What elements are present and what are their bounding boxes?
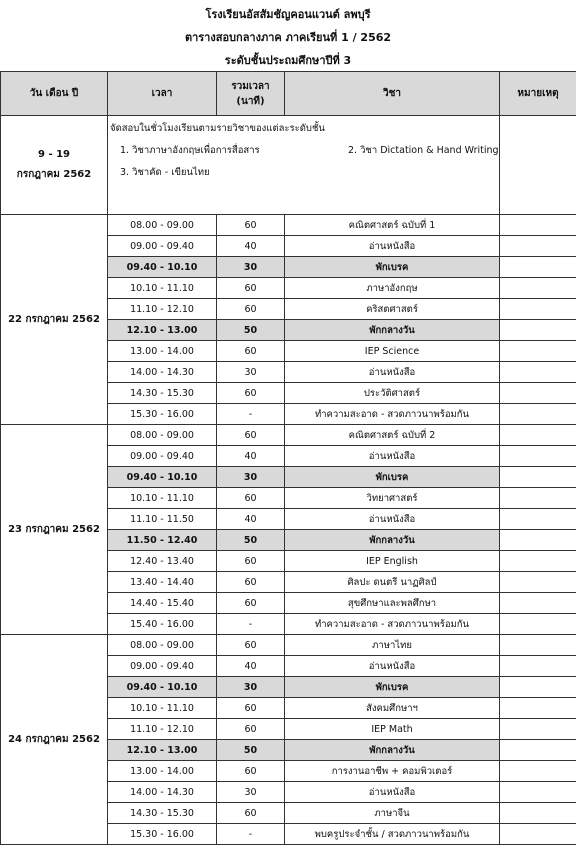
note-cell: [500, 446, 576, 467]
slot-subject: พักกลางวัน: [285, 530, 500, 551]
note-cell: [500, 215, 576, 236]
slot-duration: 40: [217, 509, 285, 530]
slot-duration: 60: [217, 572, 285, 593]
table-row: [1, 425, 576, 446]
slot-subject: ทำความสะอาด - สวดภาวนาพร้อมกัน: [285, 404, 500, 425]
slot-time: 14.00 - 14.30: [108, 362, 217, 383]
slot-time: 14.00 - 14.30: [108, 782, 217, 803]
schedule-title: ตารางสอบกลางภาค ภาคเรียนที่ 1 / 2562: [0, 28, 576, 46]
slot-subject: การงานอาชีพ + คอมพิวเตอร์: [285, 761, 500, 782]
note-cell: [500, 404, 576, 425]
slot-time: 08.00 - 09.00: [108, 215, 217, 236]
in-class-exam-row: [1, 116, 576, 215]
note-cell: [500, 572, 576, 593]
note-cell: [500, 782, 576, 803]
slot-time: 13.40 - 14.40: [108, 572, 217, 593]
in-class-exam-date-range: 9 - 19: [38, 149, 70, 160]
exam-schedule-table: [0, 71, 576, 845]
slot-subject: พักเบรค: [285, 257, 500, 278]
note-cell: [500, 362, 576, 383]
note-cell: [500, 698, 576, 719]
slot-time: 15.30 - 16.00: [108, 824, 217, 845]
slot-time: 11.50 - 12.40: [108, 530, 217, 551]
slot-subject: วิทยาศาสตร์: [285, 488, 500, 509]
slot-time: 09.00 - 09.40: [108, 656, 217, 677]
table-row: [1, 215, 576, 236]
slot-subject: สังคมศึกษาฯ: [285, 698, 500, 719]
slot-duration: 60: [217, 719, 285, 740]
slot-subject: IEP Math: [285, 719, 500, 740]
note-cell: [500, 236, 576, 257]
slot-duration: 60: [217, 551, 285, 572]
slot-subject: ประวัติศาสตร์: [285, 383, 500, 404]
slot-subject: พบครูประจำชั้น / สวดภาวนาพร้อมกัน: [285, 824, 500, 845]
slot-time: 09.40 - 10.10: [108, 677, 217, 698]
slot-subject: พักเบรค: [285, 467, 500, 488]
slot-time: 09.00 - 09.40: [108, 446, 217, 467]
header-time: เวลา: [108, 72, 217, 116]
in-class-exam-date: [1, 116, 108, 215]
slot-duration: 60: [217, 278, 285, 299]
slot-time: 14.30 - 15.30: [108, 803, 217, 824]
table-body: [1, 116, 576, 845]
slot-duration: 60: [217, 635, 285, 656]
slot-time: 15.30 - 16.00: [108, 404, 217, 425]
slot-duration: 60: [217, 761, 285, 782]
grade-level: ระดับชั้นประถมศึกษาปีที่ 3: [0, 51, 576, 69]
slot-subject: ศิลปะ ดนตรี นาฏศิลป์: [285, 572, 500, 593]
note-cell: [500, 740, 576, 761]
table-row: [1, 635, 576, 656]
note-cell: [500, 551, 576, 572]
slot-subject: ภาษาไทย: [285, 635, 500, 656]
note-cell: [500, 467, 576, 488]
slot-duration: 60: [217, 803, 285, 824]
slot-duration: 60: [217, 215, 285, 236]
slot-duration: 40: [217, 446, 285, 467]
slot-duration: 60: [217, 341, 285, 362]
note-cell: [500, 614, 576, 635]
note-cell: [500, 656, 576, 677]
slot-time: 09.00 - 09.40: [108, 236, 217, 257]
slot-subject: ทำความสะอาด - สวดภาวนาพร้อมกัน: [285, 614, 500, 635]
slot-duration: 60: [217, 425, 285, 446]
note-cell: [500, 635, 576, 656]
slot-duration: 50: [217, 320, 285, 341]
slot-duration: -: [217, 614, 285, 635]
slot-duration: 30: [217, 362, 285, 383]
header-note: หมายเหตุ: [500, 72, 576, 116]
note-cell: [500, 425, 576, 446]
slot-duration: 60: [217, 593, 285, 614]
note-cell: [500, 803, 576, 824]
slot-duration: -: [217, 404, 285, 425]
slot-subject: อ่านหนังสือ: [285, 782, 500, 803]
note-cell: [500, 257, 576, 278]
note-cell: [500, 719, 576, 740]
header-date: วัน เดือน ปี: [1, 72, 108, 116]
slot-duration: 30: [217, 467, 285, 488]
in-class-exam-date-month: กรกฎาคม 2562: [17, 169, 91, 180]
slot-subject: IEP English: [285, 551, 500, 572]
note-cell: [500, 509, 576, 530]
slot-subject: ภาษาอังกฤษ: [285, 278, 500, 299]
slot-subject: พักเบรค: [285, 677, 500, 698]
note-cell: [500, 677, 576, 698]
slot-subject: สุขศึกษาและพลศึกษา: [285, 593, 500, 614]
header-duration: [217, 72, 285, 116]
header-duration-top: รวมเวลา: [231, 81, 269, 92]
note-cell: [500, 341, 576, 362]
slot-duration: 30: [217, 782, 285, 803]
slot-time: 08.00 - 09.00: [108, 425, 217, 446]
slot-duration: 40: [217, 656, 285, 677]
note-cell: [500, 299, 576, 320]
slot-duration: 60: [217, 383, 285, 404]
note-cell: [500, 116, 576, 215]
slot-time: 14.40 - 15.40: [108, 593, 217, 614]
slot-subject: ภาษาจีน: [285, 803, 500, 824]
in-class-exam-item-2: 2. วิชา Dictation & Hand Writing: [348, 142, 499, 160]
in-class-exam-intro: จัดสอบในชั่วโมงเรียนตามรายวิชาของแต่ละระดับชั้น: [108, 120, 499, 142]
note-cell: [500, 593, 576, 614]
in-class-exam-item-1-text: 1. วิชาภาษาอังกฤษเพื่อการสื่อสาร: [120, 145, 260, 156]
slot-subject: อ่านหนังสือ: [285, 509, 500, 530]
in-class-exam-item-3: 3. วิชาคัด - เขียนไทย: [108, 164, 499, 186]
slot-subject: อ่านหนังสือ: [285, 362, 500, 383]
slot-time: 15.40 - 16.00: [108, 614, 217, 635]
slot-subject: อ่านหนังสือ: [285, 446, 500, 467]
slot-time: 11.10 - 12.10: [108, 719, 217, 740]
note-cell: [500, 761, 576, 782]
slot-duration: 50: [217, 530, 285, 551]
slot-time: 12.40 - 13.40: [108, 551, 217, 572]
slot-time: 08.00 - 09.00: [108, 635, 217, 656]
slot-time: 09.40 - 10.10: [108, 467, 217, 488]
slot-duration: 60: [217, 698, 285, 719]
slot-time: 12.10 - 13.00: [108, 320, 217, 341]
slot-time: 10.10 - 11.10: [108, 698, 217, 719]
slot-time: 10.10 - 11.10: [108, 488, 217, 509]
note-cell: [500, 530, 576, 551]
note-cell: [500, 488, 576, 509]
table-header-row: [1, 72, 576, 116]
header-duration-bottom: (นาที): [236, 96, 264, 107]
note-cell: [500, 278, 576, 299]
slot-time: 11.10 - 12.10: [108, 299, 217, 320]
slot-time: 12.10 - 13.00: [108, 740, 217, 761]
header-subject: วิชา: [285, 72, 500, 116]
exam-date: 22 กรกฎาคม 2562: [1, 215, 108, 425]
slot-duration: 50: [217, 740, 285, 761]
slot-time: 10.10 - 11.10: [108, 278, 217, 299]
slot-duration: 60: [217, 488, 285, 509]
school-name: โรงเรียนอัสสัมชัญคอนแวนต์ ลพบุรี: [0, 5, 576, 23]
exam-date: 23 กรกฎาคม 2562: [1, 425, 108, 635]
note-cell: [500, 824, 576, 845]
slot-subject: อ่านหนังสือ: [285, 236, 500, 257]
slot-duration: 30: [217, 677, 285, 698]
note-cell: [500, 383, 576, 404]
note-cell: [500, 320, 576, 341]
in-class-exam-item-1: [108, 142, 499, 164]
slot-subject: คณิตศาสตร์ ฉบับที่ 1: [285, 215, 500, 236]
in-class-exam-details: [108, 116, 500, 215]
slot-duration: 30: [217, 257, 285, 278]
slot-time: 14.30 - 15.30: [108, 383, 217, 404]
slot-time: 11.10 - 11.50: [108, 509, 217, 530]
slot-subject: พักกลางวัน: [285, 320, 500, 341]
slot-subject: อ่านหนังสือ: [285, 656, 500, 677]
slot-time: 13.00 - 14.00: [108, 341, 217, 362]
slot-subject: พักกลางวัน: [285, 740, 500, 761]
slot-time: 09.40 - 10.10: [108, 257, 217, 278]
slot-duration: 60: [217, 299, 285, 320]
slot-time: 13.00 - 14.00: [108, 761, 217, 782]
slot-duration: -: [217, 824, 285, 845]
slot-duration: 40: [217, 236, 285, 257]
exam-date: 24 กรกฎาคม 2562: [1, 635, 108, 845]
slot-subject: คณิตศาสตร์ ฉบับที่ 2: [285, 425, 500, 446]
slot-subject: IEP Science: [285, 341, 500, 362]
slot-subject: คริสตศาสตร์: [285, 299, 500, 320]
